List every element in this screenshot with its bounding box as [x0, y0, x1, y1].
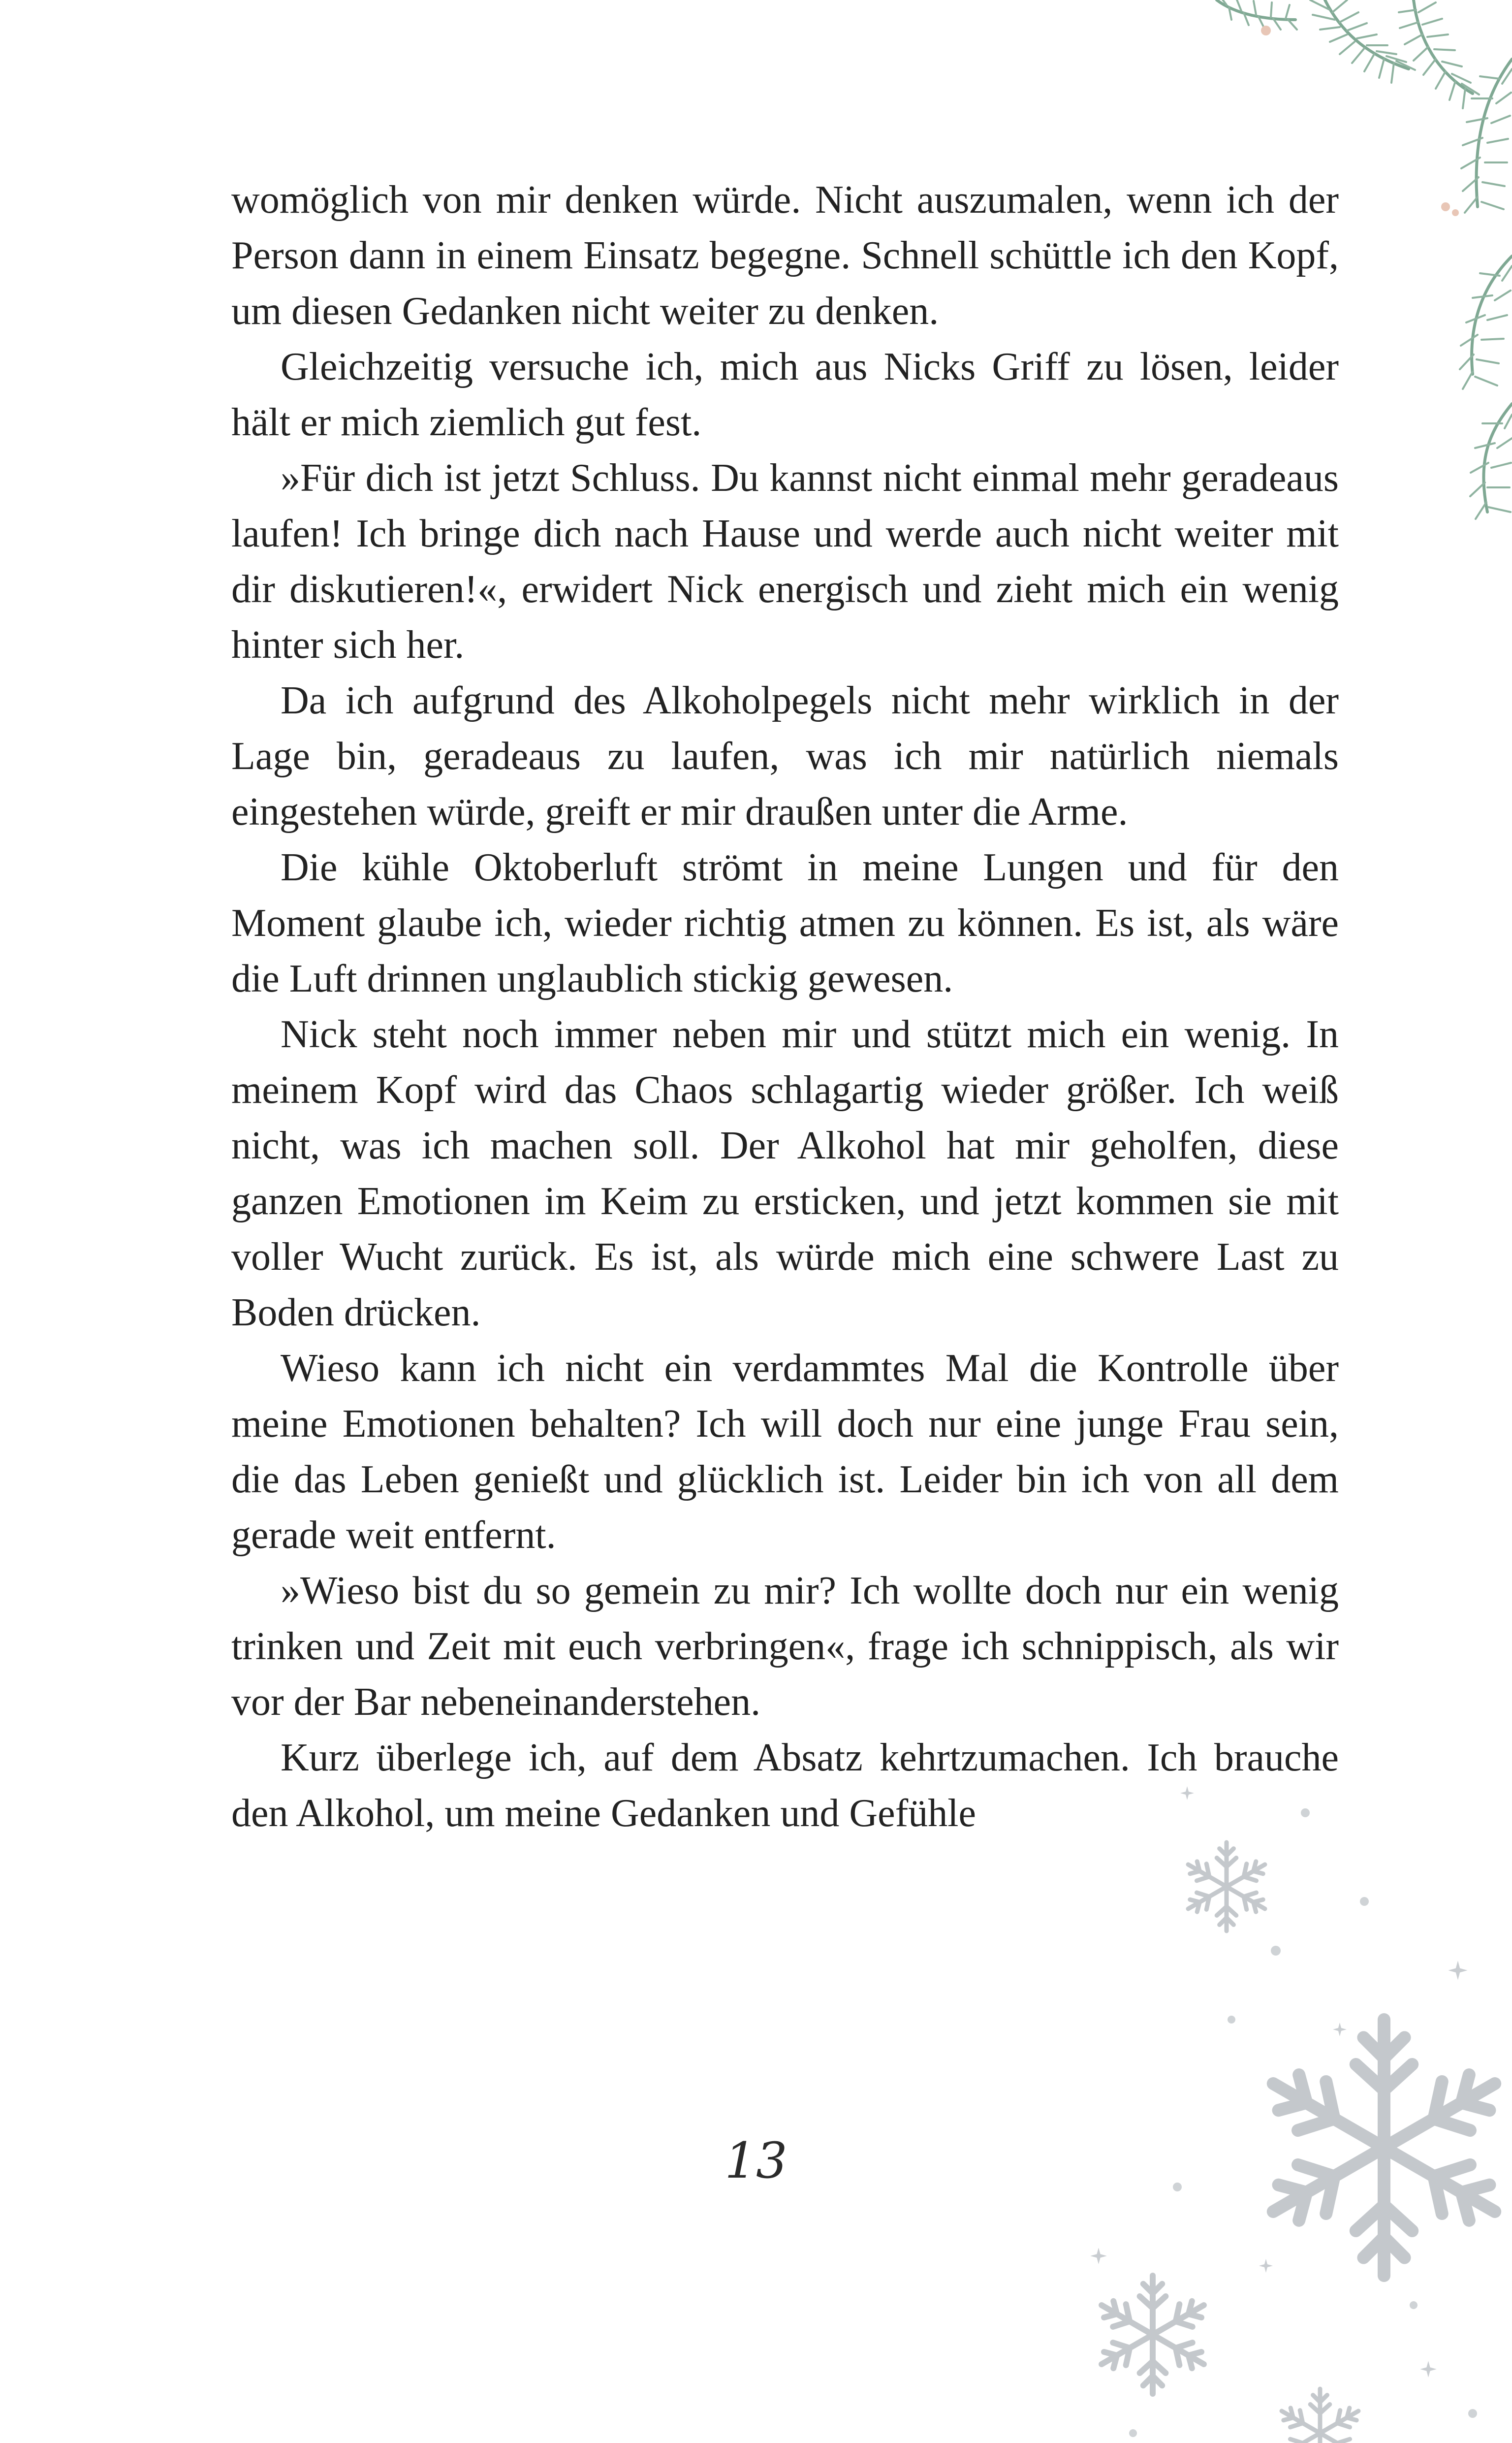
paragraph: Kurz überlege ich, auf dem Absatz kehrtzumachen. Ich brauche den Alkohol, um meine Gedanken und Gefühle	[231, 1736, 1339, 1835]
page-number: 13	[724, 2132, 788, 2189]
paragraph: Gleichzeitig versuche ich, mich aus Nicks Griff zu lösen, leider hält er mich ziemlich gut fest.	[231, 345, 1339, 444]
paragraph: Wieso kann ich nicht ein verdammtes Mal die Kontrolle über meine Emotionen behalten? Ich will doch nur eine junge Frau sein, die das Leben genießt und glücklich ist. Leider bin ich von all dem gerade weit entfernt.	[231, 1347, 1339, 1557]
body-text	[231, 172, 1339, 1841]
paragraph: Nick steht noch immer neben mir und stützt mich ein wenig. In meinem Kopf wird das Chaos schlagartig wieder größer. Ich weiß nicht, was ich machen soll. Der Alkohol hat mir geholfen, diese ganzen Emotionen im Keim zu ersticken, und jetzt kommen sie mit voller Wucht zurück. Es ist, als würde mich eine schwere Last zu Boden drücken.	[231, 1013, 1339, 1334]
paragraph: »Wieso bist du so gemein zu mir? Ich wollte doch nur ein wenig trinken und Zeit mit euch verbringen«, frage ich schnippisch, als wir vor der Bar nebeneinanderstehen.	[231, 1569, 1339, 1724]
paragraph: »Für dich ist jetzt Schluss. Du kannst nicht einmal mehr geradeaus laufen! Ich bringe dich nach Hause und werde auch nicht weiter mit dir diskutieren!«, erwidert Nick energisch und zieht mich ein wenig hinter sich her.	[231, 456, 1339, 667]
snowflake-icon	[1020, 1754, 1512, 2443]
paragraph: Da ich aufgrund des Alkoholpegels nicht mehr wirklich in der Lage bin, geradeaus zu laufen, was ich mir natürlich niemals eingestehen würde, greift er mir draußen unter die Arme.	[231, 679, 1339, 834]
paragraph: womöglich von mir denken würde. Nicht auszumalen, wenn ich der Person dann in einem Einsatz begegne. Schnell schüttle ich den Kopf, um diesen Gedanken nicht weiter zu denken.	[231, 178, 1339, 333]
paragraph: Die kühle Oktoberluft strömt in meine Lungen und für den Moment glaube ich, wieder richtig atmen zu können. Es ist, als wäre die Luft drinnen unglaublich stickig gewesen.	[231, 846, 1339, 1000]
